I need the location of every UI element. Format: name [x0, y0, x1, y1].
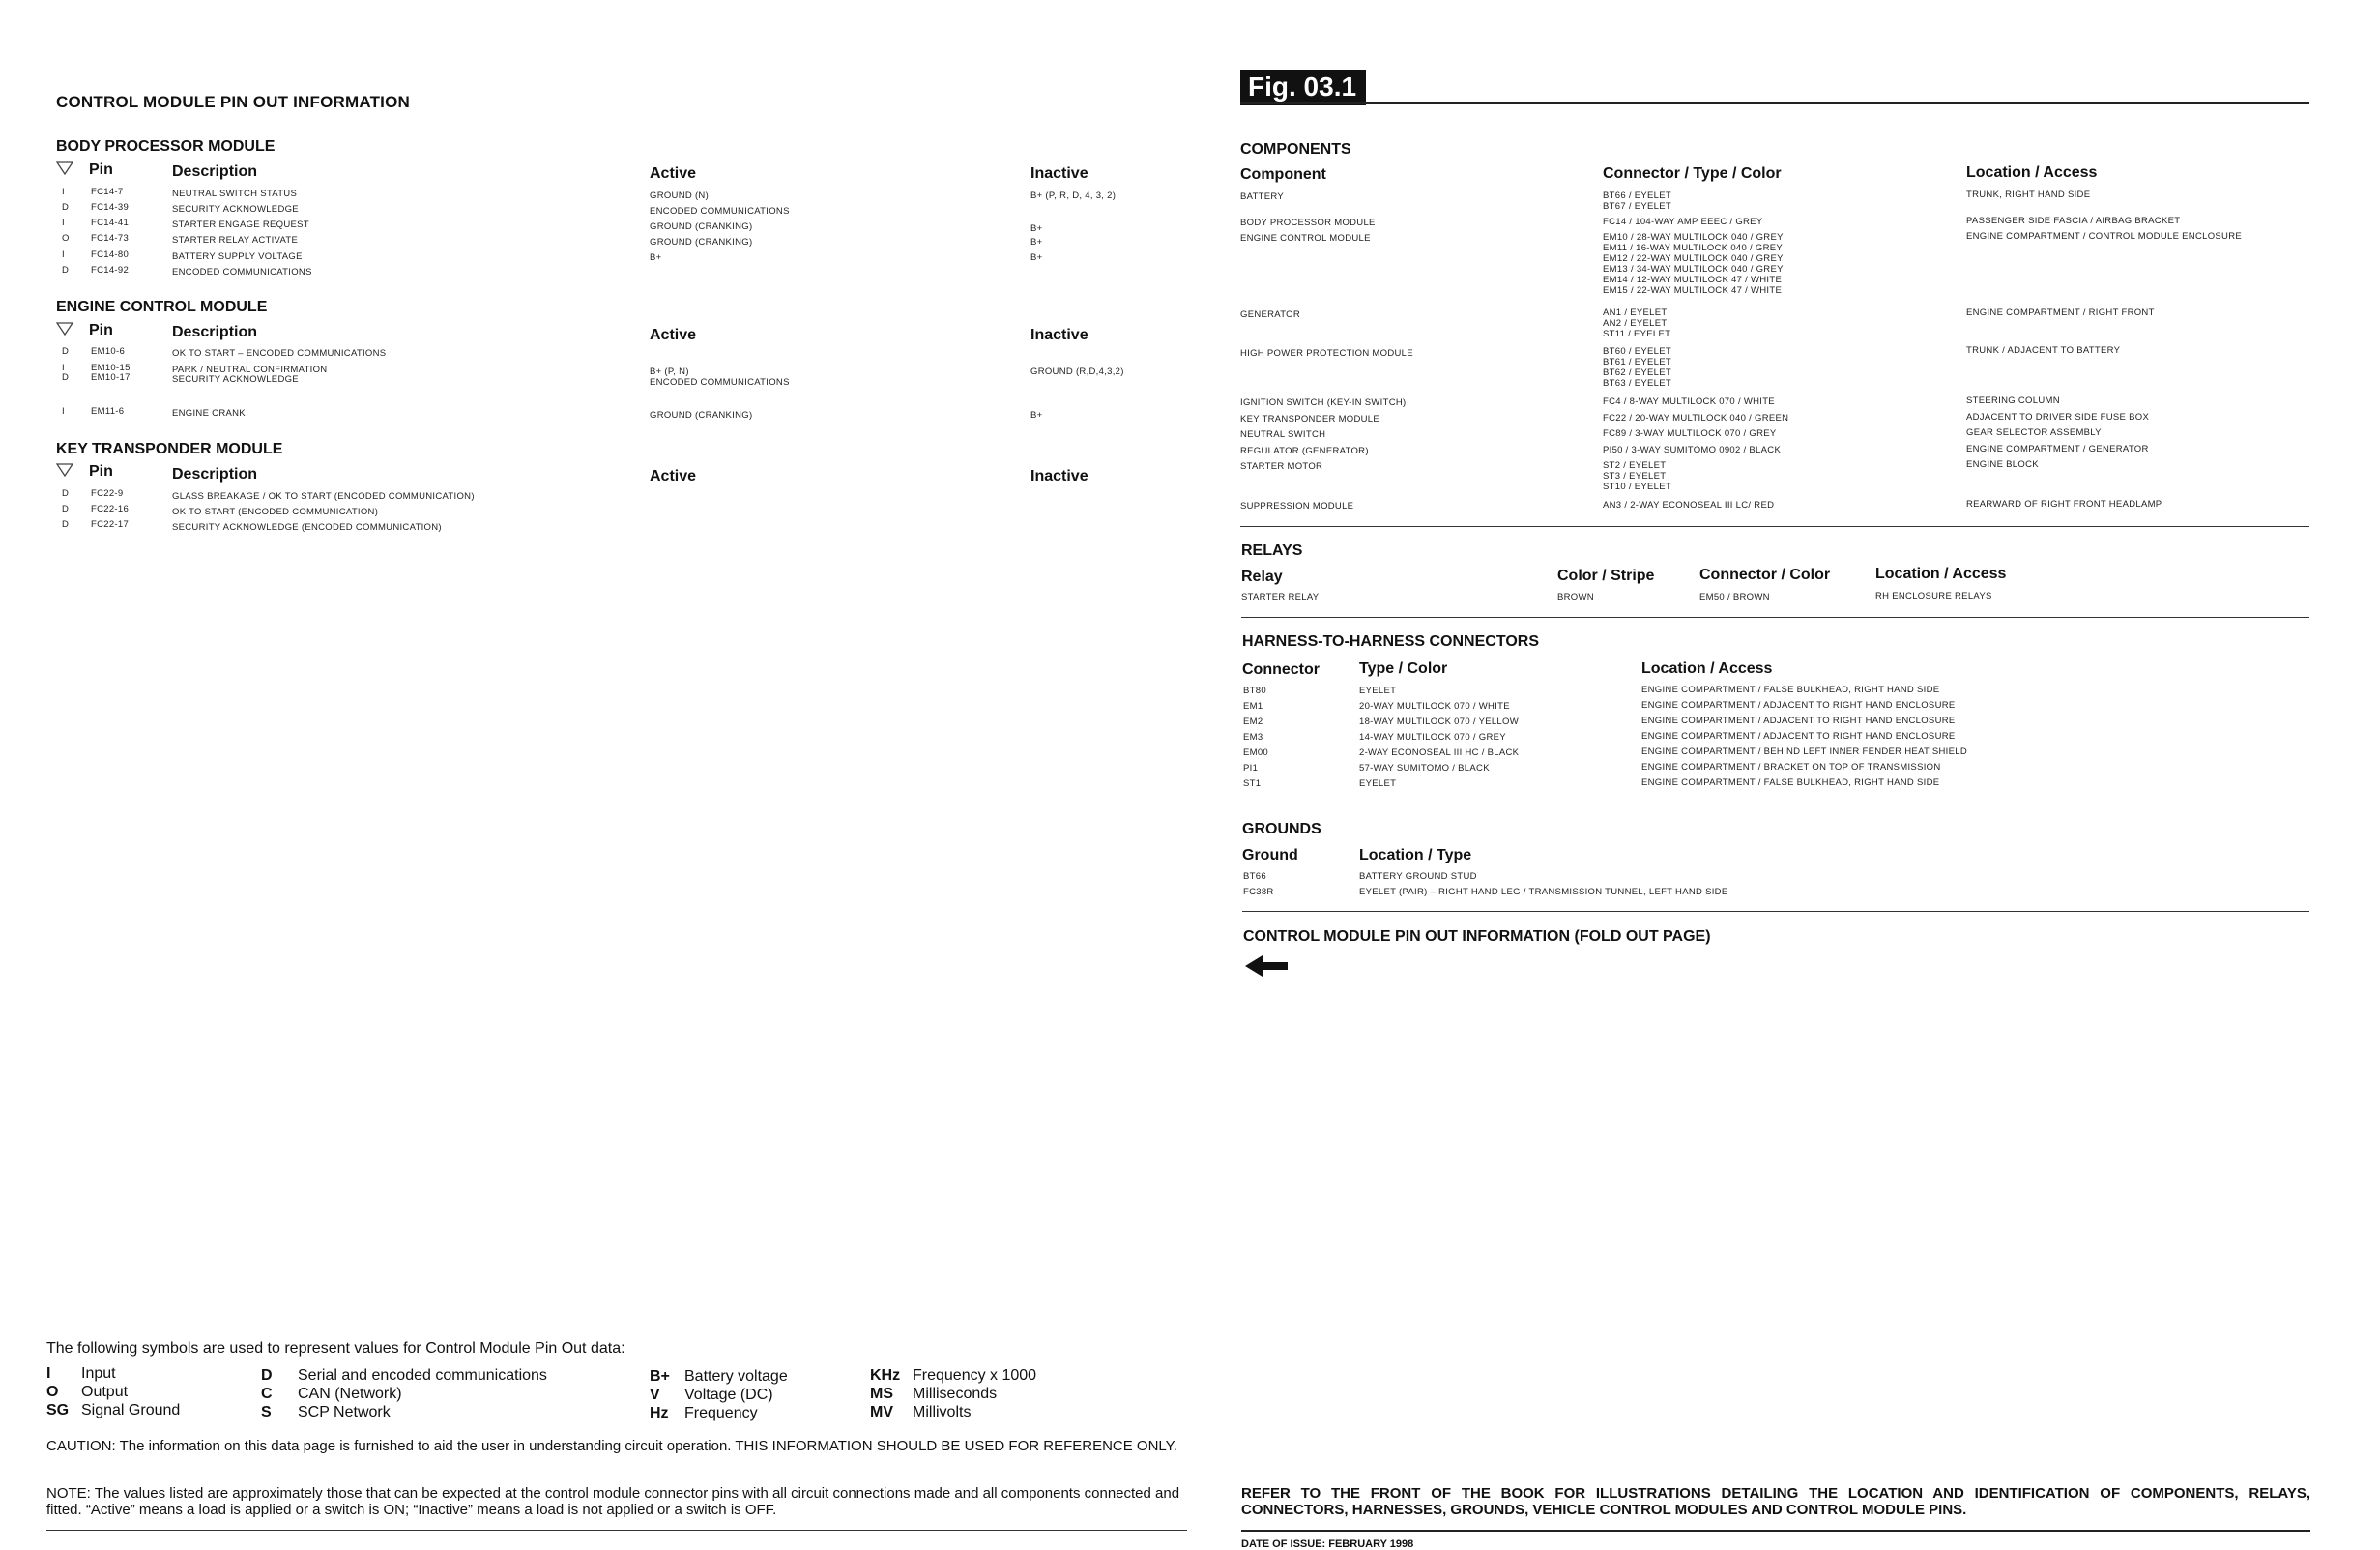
connector-entry: EM11 / 16-WAY MULTILOCK 040 / GREY — [1603, 243, 1784, 253]
col-header-description: Description — [172, 466, 258, 483]
left-arrow-icon[interactable] — [1243, 953, 1290, 979]
col-header-location: Location / Access — [1641, 660, 1773, 677]
pin-id: FC22-17 — [91, 519, 130, 530]
col-header-active: Active — [650, 165, 697, 182]
pin-id: FC22-9 — [91, 488, 124, 499]
symbol-code: SG — [46, 1402, 70, 1418]
pin-type: I — [62, 249, 65, 260]
pin-description: ENCODED COMMUNICATIONS — [172, 267, 312, 278]
symbol-label: Input — [81, 1365, 116, 1382]
component-location: REARWARD OF RIGHT FRONT HEADLAMP — [1966, 499, 2162, 510]
pin-type: I — [62, 406, 65, 417]
foldout-title: CONTROL MODULE PIN OUT INFORMATION (FOLD OUT PAGE) — [1243, 928, 1711, 945]
pin-active: GROUND (CRANKING) — [650, 410, 753, 421]
col-header-inactive: Inactive — [1030, 165, 1088, 182]
harness-location: ENGINE COMPARTMENT / FALSE BULKHEAD, RIGHT HAND SIDE — [1641, 685, 1940, 695]
component-connectors: AN3 / 2-WAY ECONOSEAL III LC/ RED — [1603, 500, 1775, 511]
section-rule — [1241, 617, 2309, 618]
component-connectors: FC22 / 20-WAY MULTILOCK 040 / GREEN — [1603, 413, 1789, 424]
component-location: ENGINE COMPARTMENT / CONTROL MODULE ENCLOSURE — [1966, 231, 2242, 242]
col-header-active: Active — [650, 468, 697, 484]
col-header-pin: Pin — [89, 322, 113, 338]
date-of-issue: DATE OF ISSUE: FEBRUARY 1998 — [1241, 1538, 1414, 1550]
symbol-code: V — [650, 1387, 660, 1403]
caution-text: CAUTION: The information on this data page is furnished to aid the user in understanding circuit operation. THIS INFORMATION SHOULD BE USED FOR REFERENCE ONLY. — [46, 1438, 1177, 1454]
harness-location: ENGINE COMPARTMENT / BRACKET ON TOP OF TRANSMISSION — [1641, 762, 1941, 773]
pin-active: ENCODED COMMUNICATIONS — [650, 206, 790, 217]
pin-active: ENCODED COMMUNICATIONS — [650, 377, 790, 388]
section-rule — [1240, 526, 2309, 527]
harness-location: ENGINE COMPARTMENT / FALSE BULKHEAD, RIGHT HAND SIDE — [1641, 777, 1940, 788]
component-connectors: FC89 / 3-WAY MULTILOCK 070 / GREY — [1603, 428, 1777, 439]
symbol-code: I — [46, 1365, 51, 1382]
symbol-code: MV — [870, 1404, 893, 1420]
pin-type: D — [62, 265, 70, 276]
col-header-relay: Relay — [1241, 569, 1283, 585]
component-name: STARTER MOTOR — [1240, 461, 1323, 472]
symbol-code: MS — [870, 1386, 893, 1402]
component-location: TRUNK / ADJACENT TO BATTERY — [1966, 345, 2121, 356]
symbol-code: Hz — [650, 1405, 669, 1421]
symbol-label: Frequency x 1000 — [913, 1367, 1037, 1384]
connector-entry: AN1 / EYELET — [1603, 307, 1668, 318]
pin-type: D — [62, 519, 70, 530]
pin-description: STARTER RELAY ACTIVATE — [172, 235, 299, 246]
pin-active: B+ (P, N) — [650, 366, 689, 377]
component-name: SUPPRESSION MODULE — [1240, 501, 1354, 512]
pin-inactive: GROUND (R,D,4,3,2) — [1030, 366, 1124, 377]
bottom-rule-right — [1241, 1530, 2310, 1532]
symbol-code: D — [261, 1367, 273, 1384]
component-connectors — [1603, 460, 1671, 492]
harness-location: ENGINE COMPARTMENT / ADJACENT TO RIGHT HAND ENCLOSURE — [1641, 716, 1956, 726]
pin-active: GROUND (CRANKING) — [650, 237, 753, 248]
col-header-pin: Pin — [89, 463, 113, 480]
pin-type: D — [62, 372, 70, 383]
pin-description: ENGINE CRANK — [172, 408, 246, 419]
pin-description: BATTERY SUPPLY VOLTAGE — [172, 251, 303, 262]
symbol-code: O — [46, 1384, 59, 1400]
component-connectors: FC14 / 104-WAY AMP EEEC / GREY — [1603, 217, 1763, 227]
pin-type: I — [62, 187, 65, 197]
component-location: ENGINE COMPARTMENT / RIGHT FRONT — [1966, 307, 2155, 318]
ground-id: BT66 — [1243, 871, 1266, 882]
col-header-connector: Connector / Color — [1699, 567, 1831, 583]
pin-inactive: B+ — [1030, 410, 1043, 421]
symbol-code: S — [261, 1404, 272, 1420]
component-location: STEERING COLUMN — [1966, 395, 2060, 406]
harness-location: ENGINE COMPARTMENT / ADJACENT TO RIGHT HAND ENCLOSURE — [1641, 731, 1956, 742]
col-header-pin: Pin — [89, 161, 113, 178]
harness-type: 2-WAY ECONOSEAL III HC / BLACK — [1359, 747, 1520, 758]
pin-active: B+ — [650, 252, 662, 263]
harness-type: EYELET — [1359, 778, 1397, 789]
pin-id: FC14-92 — [91, 265, 130, 276]
col-header-inactive: Inactive — [1030, 468, 1088, 484]
harness-connector: EM2 — [1243, 717, 1263, 727]
component-location: ENGINE BLOCK — [1966, 459, 2039, 470]
component-name: NEUTRAL SWITCH — [1240, 429, 1326, 440]
symbol-label: SCP Network — [298, 1404, 391, 1420]
pin-active: GROUND (N) — [650, 190, 710, 201]
refer-text: REFER TO THE FRONT OF THE BOOK FOR ILLUSTRATIONS DETAILING THE LOCATION AND IDENTIFICATION OF COMPONENTS, RELAYS, CONNECTORS, HARNESSES, GROUNDS, VEHICLE CONTROL MODULES AND CONTROL MODULE PINS. — [1241, 1485, 2310, 1518]
section-title: RELAYS — [1241, 542, 1303, 559]
col-header-description: Description — [172, 163, 258, 180]
ground-location: EYELET (PAIR) – RIGHT HAND LEG / TRANSMISSION TUNNEL, LEFT HAND SIDE — [1359, 887, 1728, 897]
pin-description: STARTER ENGAGE REQUEST — [172, 219, 309, 230]
module-title: BODY PROCESSOR MODULE — [56, 138, 276, 155]
component-connectors: PI50 / 3-WAY SUMITOMO 0902 / BLACK — [1603, 445, 1782, 455]
pin-description: GLASS BREAKAGE / OK TO START (ENCODED COMMUNICATION) — [172, 491, 475, 502]
connector-entry: EM13 / 34-WAY MULTILOCK 040 / GREY — [1603, 264, 1784, 275]
harness-connector: EM3 — [1243, 732, 1263, 743]
connector-entry: ST3 / EYELET — [1603, 471, 1667, 482]
pin-description: SECURITY ACKNOWLEDGE (ENCODED COMMUNICATION) — [172, 522, 442, 533]
col-header-connector: Connector — [1242, 661, 1320, 678]
harness-connector: BT80 — [1243, 686, 1266, 696]
relay-color: BROWN — [1557, 592, 1594, 602]
connector-entry: BT61 / EYELET — [1603, 357, 1671, 367]
component-name: GENERATOR — [1240, 309, 1300, 320]
component-name: BATTERY — [1240, 191, 1285, 202]
symbol-label: Milliseconds — [913, 1386, 998, 1402]
connector-entry: ST2 / EYELET — [1603, 460, 1667, 471]
connector-entry: ST10 / EYELET — [1603, 482, 1671, 492]
pin-id: FC22-16 — [91, 504, 130, 514]
component-location: GEAR SELECTOR ASSEMBLY — [1966, 427, 2102, 438]
symbol-label: CAN (Network) — [298, 1386, 402, 1402]
col-header-active: Active — [650, 327, 697, 343]
pin-active: GROUND (CRANKING) — [650, 221, 753, 232]
connector-entry: EM10 / 28-WAY MULTILOCK 040 / GREY — [1603, 232, 1784, 243]
pin-id: FC14-73 — [91, 233, 130, 244]
pin-inactive: B+ — [1030, 223, 1043, 234]
harness-connector: PI1 — [1243, 763, 1259, 774]
symbol-label: Frequency — [684, 1405, 758, 1421]
pin-type: D — [62, 346, 70, 357]
ground-location: BATTERY GROUND STUD — [1359, 871, 1477, 882]
col-header-ground: Ground — [1242, 847, 1298, 863]
connector-entry: BT62 / EYELET — [1603, 367, 1671, 378]
component-name: KEY TRANSPONDER MODULE — [1240, 414, 1380, 424]
harness-location: ENGINE COMPARTMENT / ADJACENT TO RIGHT HAND ENCLOSURE — [1641, 700, 1956, 711]
symbol-label: Output — [81, 1384, 129, 1400]
pin-description: OK TO START (ENCODED COMMUNICATION) — [172, 507, 379, 517]
symbol-code: C — [261, 1386, 273, 1402]
symbol-label: Signal Ground — [81, 1402, 181, 1418]
component-location: ENGINE COMPARTMENT / GENERATOR — [1966, 444, 2149, 454]
component-connectors — [1603, 307, 1670, 339]
component-location: ADJACENT TO DRIVER SIDE FUSE BOX — [1966, 412, 2150, 423]
module-title: KEY TRANSPONDER MODULE — [56, 441, 283, 457]
col-header-location: Location / Access — [1875, 566, 2007, 582]
component-name: IGNITION SWITCH (KEY-IN SWITCH) — [1240, 397, 1407, 408]
section-title: COMPONENTS — [1240, 141, 1351, 158]
down-triangle-icon — [56, 322, 73, 336]
pin-id: EM10-17 — [91, 372, 131, 383]
col-header-connector: Connector / Type / Color — [1603, 165, 1782, 182]
component-connectors — [1603, 190, 1671, 212]
connector-entry: BT63 / EYELET — [1603, 378, 1671, 389]
col-header-inactive: Inactive — [1030, 327, 1088, 343]
section-title: HARNESS-TO-HARNESS CONNECTORS — [1242, 633, 1539, 650]
pin-id: EM10-6 — [91, 346, 126, 357]
harness-connector: EM1 — [1243, 701, 1263, 712]
col-header-location: Location / Access — [1966, 164, 2098, 181]
connector-entry: BT66 / EYELET — [1603, 190, 1671, 201]
pin-inactive: B+ (P, R, D, 4, 3, 2) — [1030, 190, 1117, 201]
symbol-label: Millivolts — [913, 1404, 972, 1420]
relay-connector: EM50 / BROWN — [1699, 592, 1770, 602]
harness-connector: ST1 — [1243, 778, 1262, 789]
col-header-type: Type / Color — [1359, 660, 1448, 677]
bottom-rule-left — [46, 1530, 1187, 1531]
pin-type: O — [62, 233, 70, 244]
harness-type: 57-WAY SUMITOMO / BLACK — [1359, 763, 1490, 774]
connector-entry: EM14 / 12-WAY MULTILOCK 47 / WHITE — [1603, 275, 1783, 285]
component-name: BODY PROCESSOR MODULE — [1240, 218, 1376, 228]
pin-description: PARK / NEUTRAL CONFIRMATION — [172, 365, 328, 375]
symbol-code: KHz — [870, 1367, 901, 1384]
pin-id: FC14-80 — [91, 249, 130, 260]
pin-type: D — [62, 202, 70, 213]
symbol-label: Voltage (DC) — [684, 1387, 773, 1403]
col-header-color: Color / Stripe — [1557, 568, 1655, 584]
harness-type: 18-WAY MULTILOCK 070 / YELLOW — [1359, 717, 1519, 727]
pin-type: D — [62, 504, 70, 514]
section-title: GROUNDS — [1242, 821, 1321, 837]
ground-id: FC38R — [1243, 887, 1274, 897]
pin-type: I — [62, 363, 65, 373]
page-title: CONTROL MODULE PIN OUT INFORMATION — [56, 93, 410, 111]
col-header-location: Location / Type — [1359, 847, 1472, 863]
down-triangle-icon — [56, 463, 73, 477]
note-text: NOTE: The values listed are approximately those that can be expected at the control module connector pins with all circuit connections made and all components connected and fitted. “Active” means a load is applied or a switch is ON; “Inactive” means a load is not applied or a switch is OFF. — [46, 1485, 1180, 1518]
pin-id: EM10-15 — [91, 363, 131, 373]
pin-id: FC14-39 — [91, 202, 130, 213]
relay-location: RH ENCLOSURE RELAYS — [1875, 591, 1992, 601]
symbol-label: Serial and encoded communications — [298, 1367, 547, 1384]
relay-name: STARTER RELAY — [1241, 592, 1320, 602]
symbols-intro: The following symbols are used to represent values for Control Module Pin Out data: — [46, 1340, 625, 1357]
component-connectors — [1603, 346, 1671, 389]
harness-location: ENGINE COMPARTMENT / BEHIND LEFT INNER FENDER HEAT SHIELD — [1641, 746, 1967, 757]
col-header-description: Description — [172, 324, 258, 340]
module-title: ENGINE CONTROL MODULE — [56, 299, 268, 315]
down-triangle-icon — [56, 161, 73, 175]
symbol-label: Battery voltage — [684, 1368, 788, 1385]
component-location: TRUNK, RIGHT HAND SIDE — [1966, 190, 2091, 200]
pin-id: EM11-6 — [91, 406, 125, 417]
pin-description: SECURITY ACKNOWLEDGE — [172, 204, 299, 215]
connector-entry: ST11 / EYELET — [1603, 329, 1671, 339]
component-name: REGULATOR (GENERATOR) — [1240, 446, 1369, 456]
harness-connector: EM00 — [1243, 747, 1269, 758]
pin-description: OK TO START – ENCODED COMMUNICATIONS — [172, 348, 387, 359]
pin-type: I — [62, 218, 65, 228]
pin-inactive: B+ — [1030, 237, 1043, 248]
pin-id: FC14-41 — [91, 218, 130, 228]
connector-entry: EM12 / 22-WAY MULTILOCK 040 / GREY — [1603, 253, 1784, 264]
pin-type: D — [62, 488, 70, 499]
header-rule — [1240, 102, 2309, 104]
pin-id: FC14-7 — [91, 187, 124, 197]
harness-type: EYELET — [1359, 686, 1397, 696]
harness-type: 14-WAY MULTILOCK 070 / GREY — [1359, 732, 1506, 743]
connector-entry: BT60 / EYELET — [1603, 346, 1671, 357]
section-rule — [1242, 911, 2309, 912]
connector-entry: AN2 / EYELET — [1603, 318, 1668, 329]
component-name: ENGINE CONTROL MODULE — [1240, 233, 1371, 244]
component-connectors: FC4 / 8-WAY MULTILOCK 070 / WHITE — [1603, 396, 1775, 407]
col-header-component: Component — [1240, 166, 1326, 183]
connector-entry: EM15 / 22-WAY MULTILOCK 47 / WHITE — [1603, 285, 1783, 296]
figure-label: Fig. 03.1 — [1240, 70, 1366, 105]
component-connectors — [1603, 232, 1784, 296]
pin-description: SECURITY ACKNOWLEDGE — [172, 374, 299, 385]
symbol-code: B+ — [650, 1368, 670, 1385]
pin-inactive: B+ — [1030, 252, 1043, 263]
harness-type: 20-WAY MULTILOCK 070 / WHITE — [1359, 701, 1510, 712]
connector-entry: BT67 / EYELET — [1603, 201, 1671, 212]
pin-description: NEUTRAL SWITCH STATUS — [172, 189, 298, 199]
component-name: HIGH POWER PROTECTION MODULE — [1240, 348, 1413, 359]
component-location: PASSENGER SIDE FASCIA / AIRBAG BRACKET — [1966, 216, 2181, 226]
